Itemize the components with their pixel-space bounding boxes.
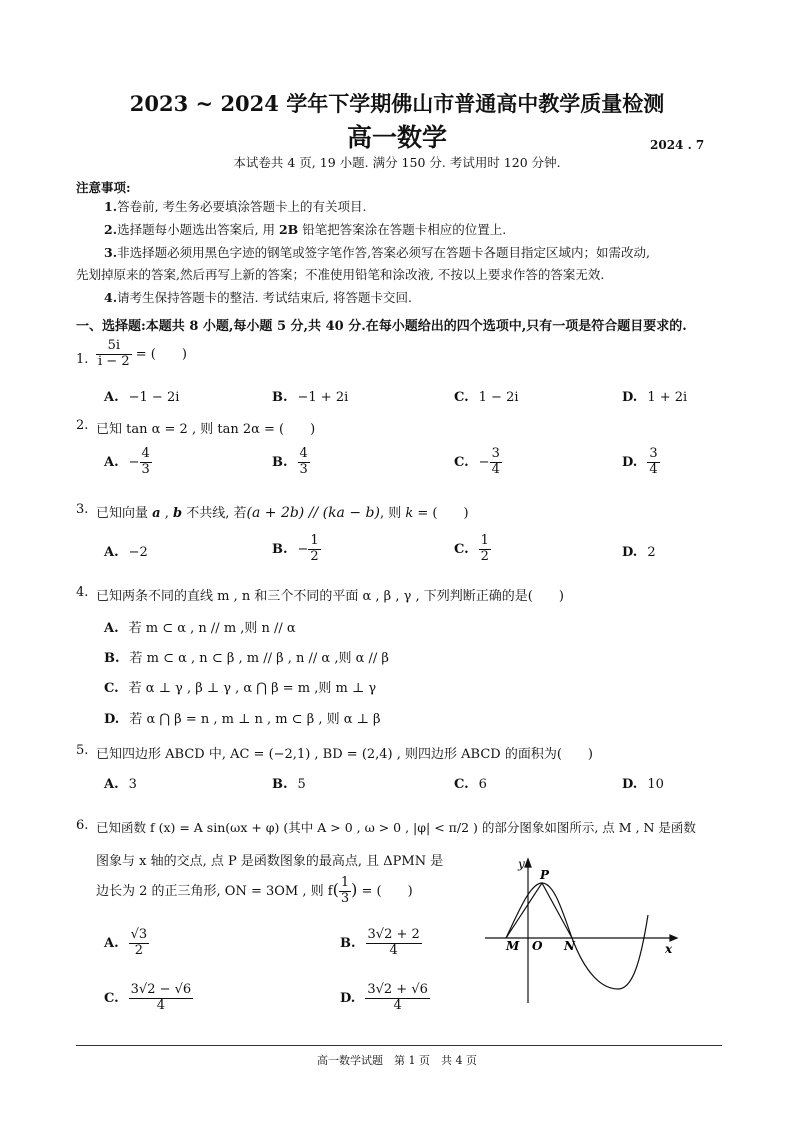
q1-stem: $\frac{5i}{i - 2}$ = ( ) xyxy=(98,338,187,369)
notice-heading: 注意事项: xyxy=(76,180,131,195)
exam-date: 2024 . 7 xyxy=(650,138,705,152)
label-o: O xyxy=(532,939,543,953)
y-axis-arrow-icon xyxy=(525,859,531,867)
notice-item-3-cont: 先划掉原来的答案,然后再写上新的答案；不准使用铅笔和涂改液, 不按以上要求作答的答案无效. xyxy=(76,267,605,282)
q1-option-c: C. 1 − 2i xyxy=(454,390,519,405)
notice-item-1: 1.答卷前, 考生务必要填涂答题卡上的有关项目. xyxy=(104,199,367,214)
q4-option-a: A. 若 m ⊂ α , n // m ,则 n // α xyxy=(104,621,296,636)
q4-option-b: B. 若 m ⊂ α , n ⊂ β , m // β , n // α ,则 α // β xyxy=(104,651,389,666)
q3-option-b: B. − $\frac{1}{2}$ xyxy=(272,533,319,564)
q5-number: 5. xyxy=(76,743,89,758)
q1-fraction: $\frac{5i}{i - 2}$ xyxy=(98,338,130,369)
q5-option-d: D. 10 xyxy=(622,777,664,792)
q5-option-b: B. 5 xyxy=(272,777,306,792)
q4-stem: 已知两条不同的直线 m , n 和三个不同的平面 α , β , γ , 下列判断正确的是( ) xyxy=(96,589,564,604)
q1-option-a: A. −1 − 2i xyxy=(104,390,180,405)
q1-option-b: B. −1 + 2i xyxy=(272,390,349,405)
q3-option-d: D. 2 xyxy=(622,545,656,560)
q6-option-b: B. $\frac{3√2 + 2}{4}$ xyxy=(340,927,420,958)
q5-option-c: C. 6 xyxy=(454,777,487,792)
q6-option-d: D. $\frac{3√2 + √6}{4}$ xyxy=(340,982,428,1013)
q2-option-c: C. − $\frac{3}{4}$ xyxy=(454,446,500,477)
q4-option-d: D. 若 α ⋂ β = n , m ⊥ n , m ⊂ β , 则 α ⊥ β xyxy=(104,712,381,727)
label-p: P xyxy=(540,868,550,882)
x-axis-arrow-icon xyxy=(670,935,677,941)
q3-option-c: C. $\frac{1}{2}$ xyxy=(454,533,489,564)
q2-stem: 已知 tan α = 2 , 则 tan 2α = ( ) xyxy=(96,422,316,437)
notice-item-3: 3.非选择题必须用黑色字迹的钢笔或签字笔作答,答案必须写在答题卡各题目指定区域内；如需改动, xyxy=(104,245,651,260)
q5-option-a: A. 3 xyxy=(104,777,137,792)
q2-number: 2. xyxy=(76,418,89,433)
q2-option-a: A. − $\frac{4}{3}$ xyxy=(104,446,150,477)
q6-function-graph xyxy=(480,855,680,1007)
subject-title: 高一数学 xyxy=(346,123,447,152)
label-x: x xyxy=(665,942,673,956)
label-m: M xyxy=(506,939,520,953)
q6-line2: 图象与 x 轴的交点, 点 P 是函数图象的最高点, 且 ΔPMN 是 xyxy=(96,854,444,869)
label-n: N xyxy=(564,939,575,953)
q6-option-a: A. $\frac{√3}{2}$ xyxy=(104,927,148,958)
q3-number: 3. xyxy=(76,502,89,517)
q6-option-c: C. $\frac{3√2 - √6}{4}$ xyxy=(104,982,192,1013)
q2-option-b: B. $\frac{4}{3}$ xyxy=(272,446,308,477)
q1-number: 1. xyxy=(76,352,89,367)
q2-option-d: D. $\frac{3}{4}$ xyxy=(622,446,658,477)
exam-intro: 本试卷共 4 页, 19 小题. 满分 150 分. 考试用时 120 分钟. xyxy=(233,155,561,170)
label-y: y xyxy=(518,857,525,871)
q6-line3: 边长为 2 的正三角形, ON = 3OM , 则 f( $\frac{1}{3}$ ) = ( ) xyxy=(96,875,413,906)
footer-divider xyxy=(76,1045,722,1046)
q6-line1: 已知函数 f (x) = A sin(ωx + φ) (其中 A > 0 , ω > 0 , |φ| < π/2 ) 的部分图象如图所示, 点 M , N 是函数 xyxy=(96,820,696,835)
page-footer: 高一数学试题 第 1 页 共 4 页 xyxy=(317,1054,477,1067)
notice-item-4: 4.请考生保持答题卡的整洁. 考试结束后, 将答题卡交回. xyxy=(104,290,412,305)
q3-option-a: A. −2 xyxy=(104,545,148,560)
exam-title: 2023 ~ 2024 学年下学期佛山市普通高中教学质量检测 xyxy=(129,91,665,116)
section-heading: 一、选择题:本题共 8 小题,每小题 5 分,共 40 分.在每小题给出的四个选项中,只有一项是符合题目要求的. xyxy=(76,319,687,334)
q6-number: 6. xyxy=(76,818,89,833)
q5-stem: 已知四边形 ABCD 中, AC = (−2,1) , BD = (2,4) , 则四边形 ABCD 的面积为( ) xyxy=(96,747,593,762)
q3-stem: 已知向量 a , b 不共线, 若(a + 2b) // (ka − b), 则 k = ( ) xyxy=(96,505,469,521)
q4-option-c: C. 若 α ⊥ γ , β ⊥ γ , α ⋂ β = m ,则 m ⊥ γ xyxy=(104,681,377,696)
q4-number: 4. xyxy=(76,585,89,600)
sine-curve xyxy=(506,883,648,989)
q1-option-d: D. 1 + 2i xyxy=(622,390,688,405)
notice-item-2: 2.选择题每小题选出答案后, 用 2B 铅笔把答案涂在答题卡相应的位置上. xyxy=(104,222,507,237)
